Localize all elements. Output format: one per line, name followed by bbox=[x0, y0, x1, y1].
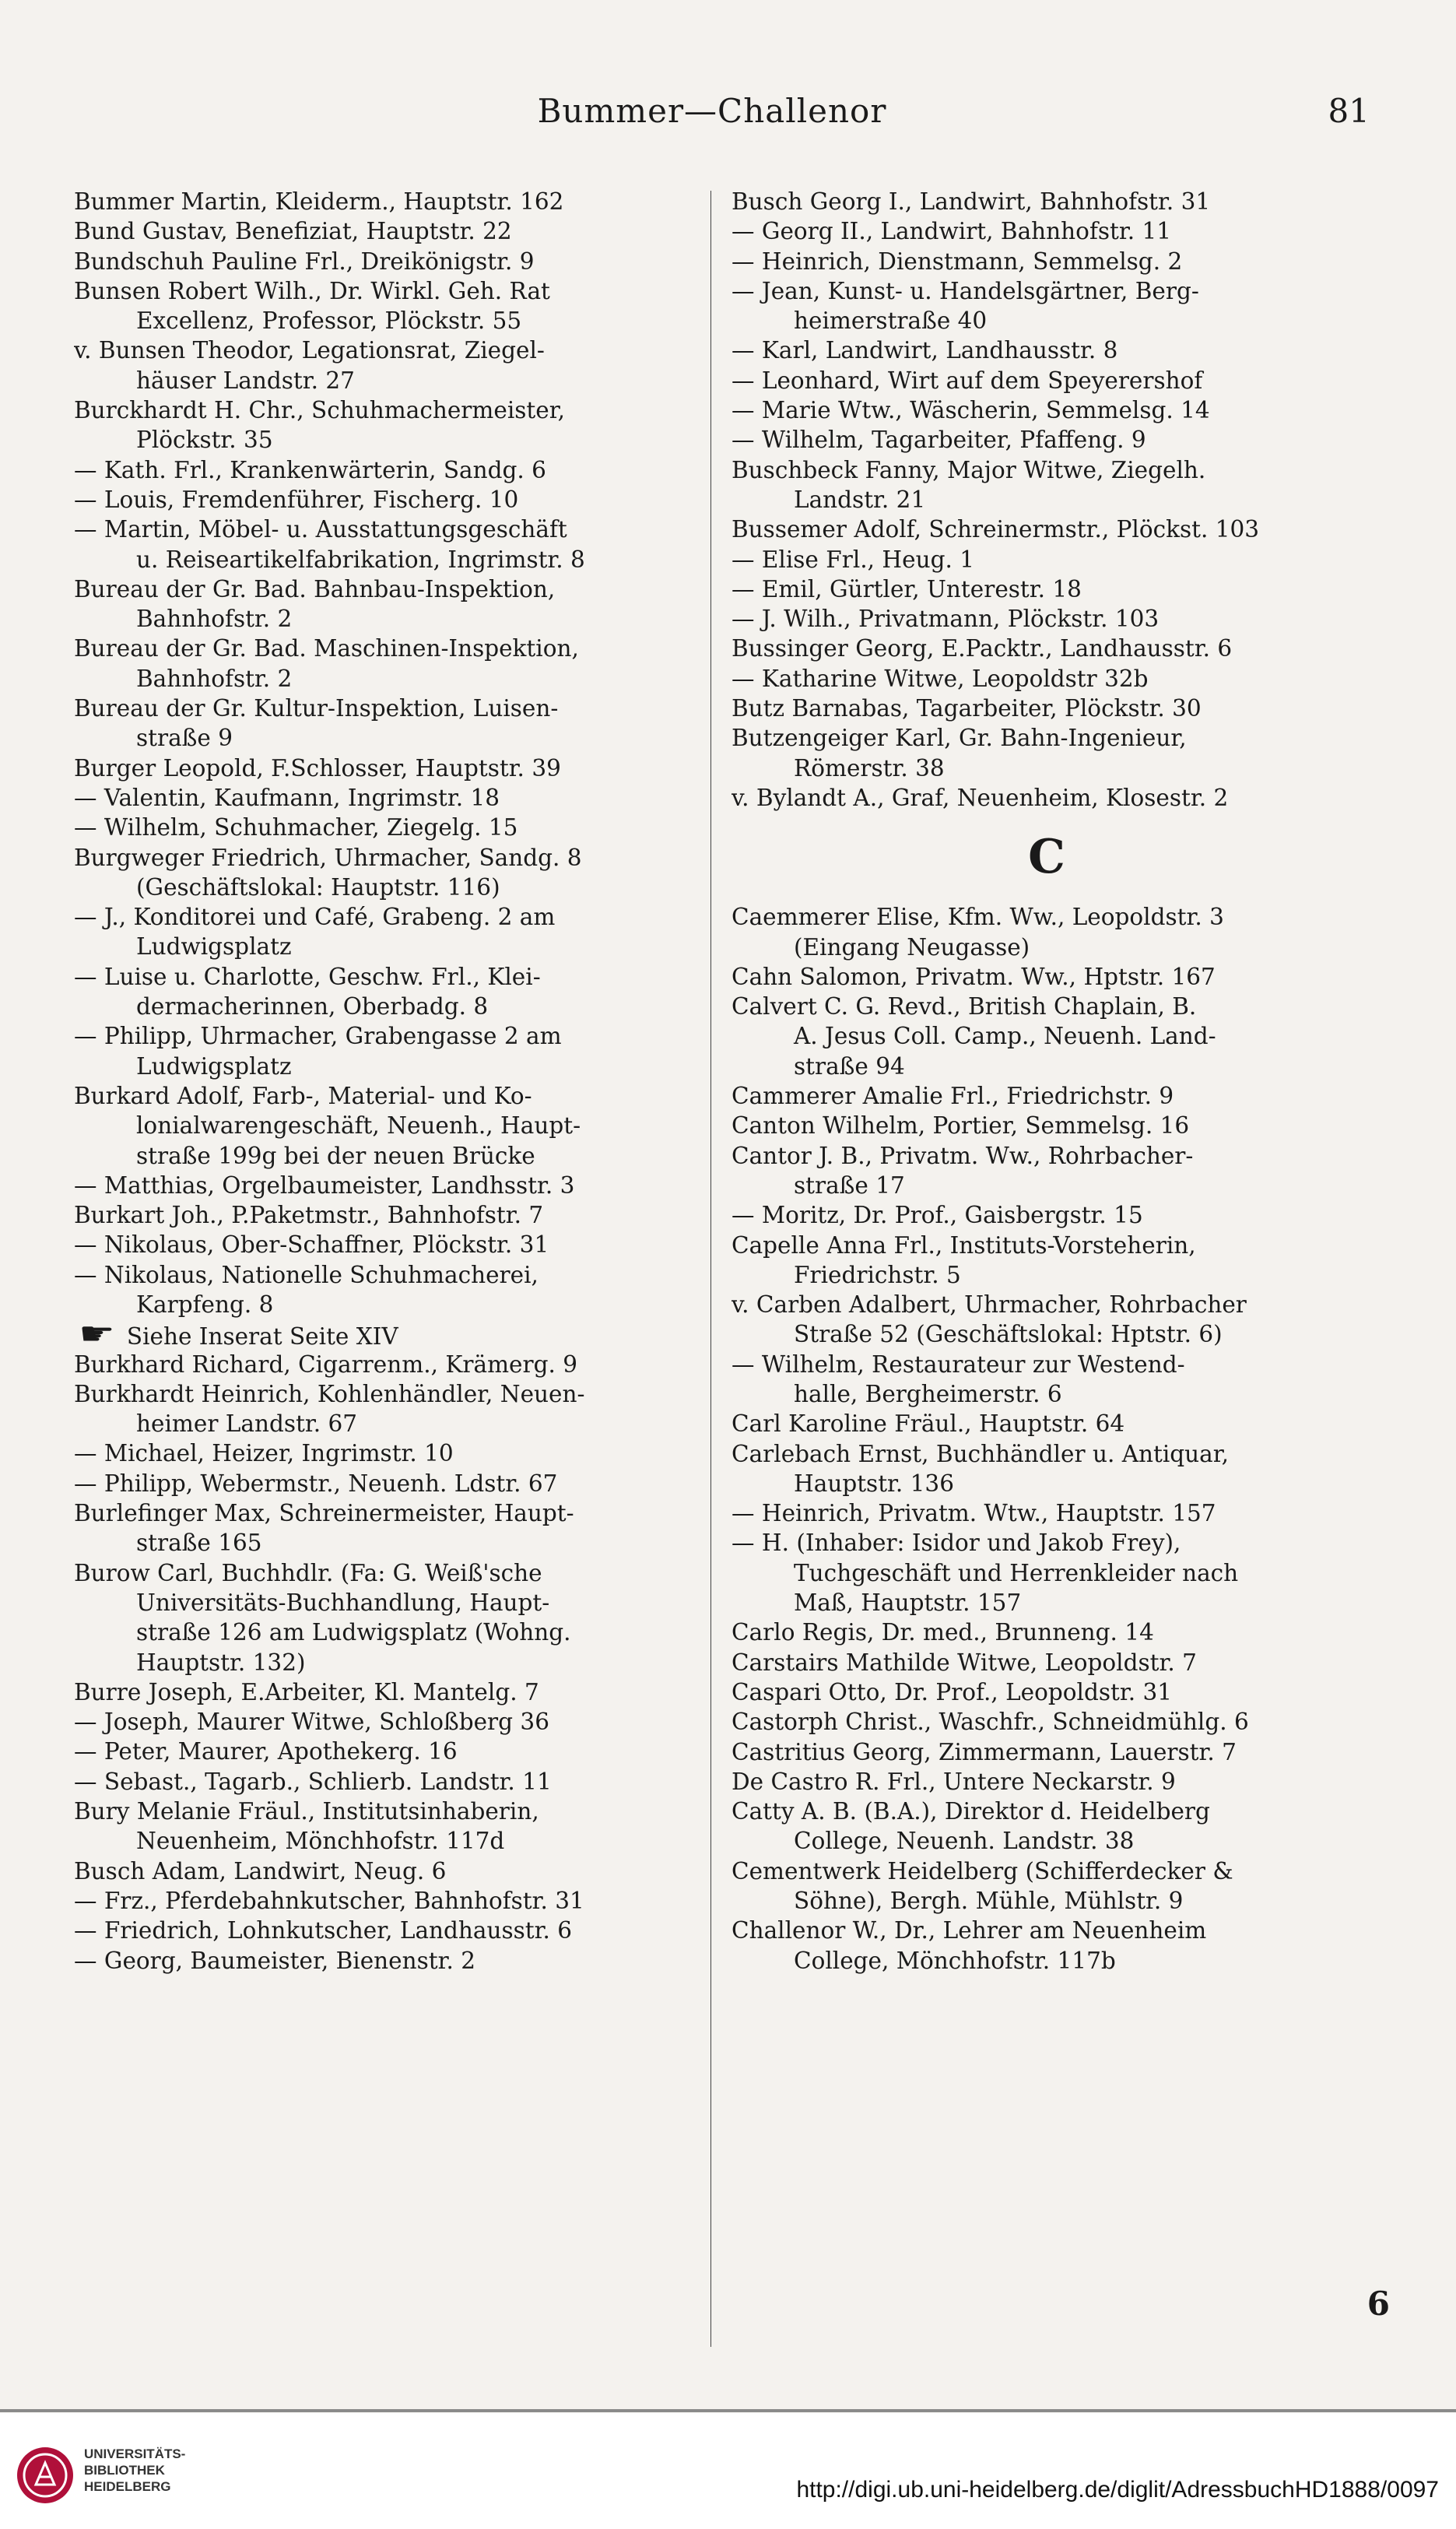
directory-entry: — Martin, Möbel- u. Ausstattungsgeschäft bbox=[74, 516, 567, 543]
directory-entry: Carlo Regis, Dr. med., Brunneng. 14 bbox=[732, 1619, 1154, 1646]
entry-continuation: straße 126 am Ludwigsplatz (Wohng. bbox=[136, 1619, 571, 1646]
entry-continuation: Universitäts-Buchhandlung, Haupt- bbox=[136, 1589, 550, 1616]
directory-entry: Burkhardt Heinrich, Kohlenhändler, Neuen- bbox=[74, 1380, 585, 1407]
entry-continuation: Straße 52 (Geschäftslokal: Hptstr. 6) bbox=[794, 1321, 1223, 1348]
directory-entry: Capelle Anna Frl., Instituts-Vorsteherin, bbox=[732, 1231, 1196, 1259]
directory-entry: — Joseph, Maurer Witwe, Schloßberg 36 bbox=[74, 1709, 549, 1736]
directory-entry: — Matthias, Orgelbaumeister, Landhsstr. 3 bbox=[74, 1171, 575, 1199]
library-name-line: UNIVERSITÄTS- bbox=[84, 2446, 186, 2461]
entry-continuation: College, Neuenh. Landstr. 38 bbox=[794, 1828, 1135, 1855]
directory-entry: — Karl, Landwirt, Landhausstr. 8 bbox=[732, 337, 1118, 364]
directory-entry: Catty A. B. (B.A.), Direktor d. Heidelberg bbox=[732, 1798, 1210, 1825]
directory-entry: Burger Leopold, F.Schlosser, Hauptstr. 39 bbox=[74, 754, 561, 782]
directory-entry: — Michael, Heizer, Ingrimstr. 10 bbox=[74, 1440, 454, 1467]
directory-entry: Bussinger Georg, E.Packtr., Landhausstr. 6 bbox=[732, 635, 1233, 662]
entry-continuation: Hauptstr. 136 bbox=[794, 1470, 954, 1497]
directory-entry: — Philipp, Webermstr., Neuenh. Ldstr. 67 bbox=[74, 1470, 558, 1497]
entry-continuation: Excellenz, Professor, Plöckstr. 55 bbox=[136, 307, 522, 335]
entry-continuation: Bahnhofstr. 2 bbox=[136, 665, 293, 692]
directory-entry: Castorph Christ., Waschfr., Schneidmühlg. 6 bbox=[732, 1709, 1249, 1736]
entry-continuation: Neuenheim, Mönchhofstr. 117d bbox=[136, 1828, 505, 1855]
directory-entry: Burckhardt H. Chr., Schuhmachermeister, bbox=[74, 397, 565, 424]
column-divider bbox=[710, 191, 711, 2347]
directory-entry: Bummer Martin, Kleiderm., Hauptstr. 162 bbox=[74, 188, 564, 215]
entry-continuation: heimerstraße 40 bbox=[794, 307, 988, 335]
advert-reference bbox=[74, 1319, 712, 1349]
page-number: 81 bbox=[1328, 92, 1370, 130]
directory-entry: Burkhard Richard, Cigarrenm., Krämerg. 9 bbox=[74, 1351, 578, 1378]
directory-entry: Cahn Salomon, Privatm. Ww., Hptstr. 167 bbox=[732, 963, 1216, 990]
directory-entry: Carl Karoline Fräul., Hauptstr. 64 bbox=[732, 1410, 1125, 1438]
directory-entry: — Wilhelm, Schuhmacher, Ziegelg. 15 bbox=[74, 814, 518, 841]
library-name-line: BIBLIOTHEK bbox=[84, 2463, 165, 2478]
directory-entry: Bureau der Gr. Bad. Maschinen-Inspektion, bbox=[74, 635, 579, 662]
right-column bbox=[732, 187, 1362, 1976]
directory-entry: — Wilhelm, Restaurateur zur Westend- bbox=[732, 1351, 1185, 1378]
directory-entry: — Valentin, Kaufmann, Ingrimstr. 18 bbox=[74, 784, 500, 811]
directory-entry: Burgweger Friedrich, Uhrmacher, Sandg. 8 bbox=[74, 844, 582, 871]
entry-continuation: Römerstr. 38 bbox=[794, 754, 945, 782]
directory-entry: — Heinrich, Dienstmann, Semmelsg. 2 bbox=[732, 248, 1183, 275]
directory-entry: Caspari Otto, Dr. Prof., Leopoldstr. 31 bbox=[732, 1678, 1172, 1705]
entry-continuation: Söhne), Bergh. Mühle, Mühlstr. 9 bbox=[794, 1888, 1184, 1915]
entry-continuation: lonialwarengeschäft, Neuenh., Haupt- bbox=[136, 1112, 581, 1140]
directory-entry: Bureau der Gr. Bad. Bahnbau-Inspektion, bbox=[74, 575, 556, 602]
directory-entry: — Katharine Witwe, Leopoldstr 32b bbox=[732, 665, 1149, 692]
page-header bbox=[70, 92, 1370, 139]
directory-entry: Busch Adam, Landwirt, Neug. 6 bbox=[74, 1857, 447, 1884]
directory-entry: Carlebach Ernst, Buchhändler u. Antiquar, bbox=[732, 1440, 1230, 1467]
directory-entry: Bunsen Robert Wilh., Dr. Wirkl. Geh. Rat bbox=[74, 277, 550, 304]
source-url[interactable]: http://digi.ub.uni-heidelberg.de/diglit/AdressbuchHD1888/0097 bbox=[796, 2477, 1439, 2503]
directory-entry: — Moritz, Dr. Prof., Gaisbergstr. 15 bbox=[732, 1202, 1143, 1229]
directory-entry: Carstairs Mathilde Witwe, Leopoldstr. 7 bbox=[732, 1649, 1197, 1676]
directory-entry: — Frz., Pferdebahnkutscher, Bahnhofstr. 31 bbox=[74, 1887, 584, 1914]
directory-entry: Cementwerk Heidelberg (Schifferdecker & bbox=[732, 1857, 1233, 1884]
directory-entry: Burow Carl, Buchhdlr. (Fa: G. Weiß'sche bbox=[74, 1559, 542, 1586]
directory-entry: Bundschuh Pauline Frl., Dreikönigstr. 9 bbox=[74, 248, 535, 275]
directory-entry: — Leonhard, Wirt auf dem Speyerershof bbox=[732, 367, 1203, 394]
entry-continuation: u. Reiseartikelfabrikation, Ingrimstr. 8 bbox=[136, 546, 585, 573]
entry-continuation: straße 9 bbox=[136, 725, 233, 752]
entry-continuation: Tuchgeschäft und Herrenkleider nach bbox=[794, 1559, 1239, 1586]
directory-entry: — J. Wilh., Privatmann, Plöckstr. 103 bbox=[732, 606, 1160, 633]
entry-continuation: Ludwigsplatz bbox=[136, 1052, 292, 1080]
entry-continuation: häuser Landstr. 27 bbox=[136, 367, 355, 394]
directory-entry: v. Bunsen Theodor, Legationsrat, Ziegel- bbox=[74, 337, 545, 364]
directory-entry: Cantor J. B., Privatm. Ww., Rohrbacher- bbox=[732, 1142, 1194, 1169]
directory-entry: Calvert C. G. Revd., British Chaplain, B. bbox=[732, 993, 1197, 1020]
directory-entry: — Georg II., Landwirt, Bahnhofstr. 11 bbox=[732, 218, 1172, 245]
footer-rule bbox=[0, 2409, 1456, 2412]
advert-reference-text: Siehe Inserat Seite XIV bbox=[126, 1323, 398, 1350]
directory-entry: Challenor W., Dr., Lehrer am Neuenheim bbox=[732, 1917, 1207, 1944]
directory-entry: — Sebast., Tagarb., Schlierb. Landstr. 11 bbox=[74, 1768, 552, 1795]
directory-entry: — Nikolaus, Ober-Schaffner, Plöckstr. 31 bbox=[74, 1231, 549, 1259]
directory-entry: Burlefinger Max, Schreinermeister, Haupt- bbox=[74, 1500, 574, 1527]
footer bbox=[0, 2413, 1456, 2529]
directory-entry: Bussemer Adolf, Schreinermstr., Plöckst. 103 bbox=[732, 516, 1260, 543]
entry-continuation: straße 165 bbox=[136, 1530, 262, 1557]
entry-continuation: halle, Bergheimerstr. 6 bbox=[794, 1380, 1062, 1407]
library-name-line: HEIDELBERG bbox=[84, 2479, 171, 2494]
entry-continuation: A. Jesus Coll. Camp., Neuenh. Land- bbox=[794, 1023, 1216, 1050]
entry-continuation: Plöckstr. 35 bbox=[136, 427, 273, 454]
directory-entry: — J., Konditorei und Café, Grabeng. 2 am bbox=[74, 904, 556, 931]
running-head: Bummer—Challenor bbox=[537, 92, 887, 130]
entry-continuation: College, Mönchhofstr. 117b bbox=[794, 1947, 1116, 1974]
directory-entry: Burkart Joh., P.Paketmstr., Bahnhofstr. 7 bbox=[74, 1202, 544, 1229]
directory-entry: — Wilhelm, Tagarbeiter, Pfaffeng. 9 bbox=[732, 427, 1146, 454]
entry-continuation: Maß, Hauptstr. 157 bbox=[794, 1589, 1022, 1617]
library-seal-icon bbox=[14, 2444, 76, 2506]
directory-entry: — Elise Frl., Heug. 1 bbox=[732, 546, 974, 573]
library-name bbox=[84, 2446, 185, 2495]
left-column bbox=[74, 187, 712, 1976]
entry-continuation: straße 94 bbox=[794, 1052, 905, 1080]
directory-entry: — Georg, Baumeister, Bienenstr. 2 bbox=[74, 1947, 476, 1974]
directory-entry: — Emil, Gürtler, Unterestr. 18 bbox=[732, 575, 1082, 602]
directory-entry: Butzengeiger Karl, Gr. Bahn-Ingenieur, bbox=[732, 725, 1187, 752]
directory-entry: — H. (Inhaber: Isidor und Jakob Frey), bbox=[732, 1530, 1181, 1557]
entry-continuation: Bahnhofstr. 2 bbox=[136, 606, 293, 633]
entry-continuation: Landstr. 21 bbox=[794, 486, 926, 513]
directory-entry: — Louis, Fremdenführer, Fischerg. 10 bbox=[74, 486, 519, 513]
entry-continuation: Ludwigsplatz bbox=[136, 933, 292, 961]
directory-entry: — Nikolaus, Nationelle Schuhmacherei, bbox=[74, 1261, 539, 1288]
section-letter: C bbox=[1028, 830, 1065, 885]
directory-entry: Busch Georg I., Landwirt, Bahnhofstr. 31 bbox=[732, 188, 1211, 215]
directory-entry: — Kath. Frl., Krankenwärterin, Sandg. 6 bbox=[74, 456, 546, 483]
directory-entry: — Philipp, Uhrmacher, Grabengasse 2 am bbox=[74, 1023, 562, 1050]
entry-continuation: Karpfeng. 8 bbox=[136, 1291, 274, 1318]
directory-entry: — Luise u. Charlotte, Geschw. Frl., Klei- bbox=[74, 963, 541, 990]
directory-entry: — Jean, Kunst- u. Handelsgärtner, Berg- bbox=[732, 277, 1199, 304]
directory-entry: Castritius Georg, Zimmermann, Lauerstr. 7 bbox=[732, 1738, 1237, 1765]
directory-entry: — Heinrich, Privatm. Wtw., Hauptstr. 157 bbox=[732, 1500, 1216, 1527]
entry-continuation: (Eingang Neugasse) bbox=[794, 933, 1030, 961]
directory-entry: v. Bylandt A., Graf, Neuenheim, Klosestr. 2 bbox=[732, 784, 1229, 811]
directory-entry: — Marie Wtw., Wäscherin, Semmelsg. 14 bbox=[732, 397, 1210, 424]
directory-entry: Burkard Adolf, Farb-, Material- und Ko- bbox=[74, 1082, 532, 1109]
directory-entry: Cammerer Amalie Frl., Friedrichstr. 9 bbox=[732, 1083, 1174, 1110]
entry-continuation: heimer Landstr. 67 bbox=[136, 1410, 358, 1438]
entry-continuation: straße 17 bbox=[794, 1171, 905, 1199]
directory-entry: Bund Gustav, Benefiziat, Hauptstr. 22 bbox=[74, 218, 512, 245]
sheet-mark: 6 bbox=[1367, 2285, 1390, 2323]
entry-continuation: (Geschäftslokal: Hauptstr. 116) bbox=[136, 873, 500, 901]
entry-continuation: Friedrichstr. 5 bbox=[794, 1261, 961, 1288]
pointing-hand-icon: ☛ bbox=[79, 1319, 115, 1350]
directory-entry: Butz Barnabas, Tagarbeiter, Plöckstr. 30 bbox=[732, 695, 1202, 722]
directory-entry: Caemmerer Elise, Kfm. Ww., Leopoldstr. 3 bbox=[732, 904, 1224, 931]
entry-continuation: Hauptstr. 132) bbox=[136, 1649, 306, 1676]
directory-entry: v. Carben Adalbert, Uhrmacher, Rohrbacher bbox=[732, 1291, 1247, 1319]
directory-entry: — Peter, Maurer, Apothekerg. 16 bbox=[74, 1738, 458, 1765]
directory-entry: Canton Wilhelm, Portier, Semmelsg. 16 bbox=[732, 1112, 1190, 1140]
directory-entry: Burre Joseph, E.Arbeiter, Kl. Mantelg. 7 bbox=[74, 1678, 539, 1705]
directory-entry: — Friedrich, Lohnkutscher, Landhausstr. 6 bbox=[74, 1917, 573, 1944]
directory-entry: Buschbeck Fanny, Major Witwe, Ziegelh. bbox=[732, 456, 1206, 483]
directory-entry: De Castro R. Frl., Untere Neckarstr. 9 bbox=[732, 1768, 1176, 1795]
entry-continuation: straße 199g bei der neuen Brücke bbox=[136, 1142, 535, 1169]
directory-entry: Bury Melanie Fräul., Institutsinhaberin, bbox=[74, 1798, 539, 1825]
entry-continuation: dermacherinnen, Oberbadg. 8 bbox=[136, 993, 489, 1020]
directory-entry: Bureau der Gr. Kultur-Inspektion, Luisen- bbox=[74, 695, 559, 722]
